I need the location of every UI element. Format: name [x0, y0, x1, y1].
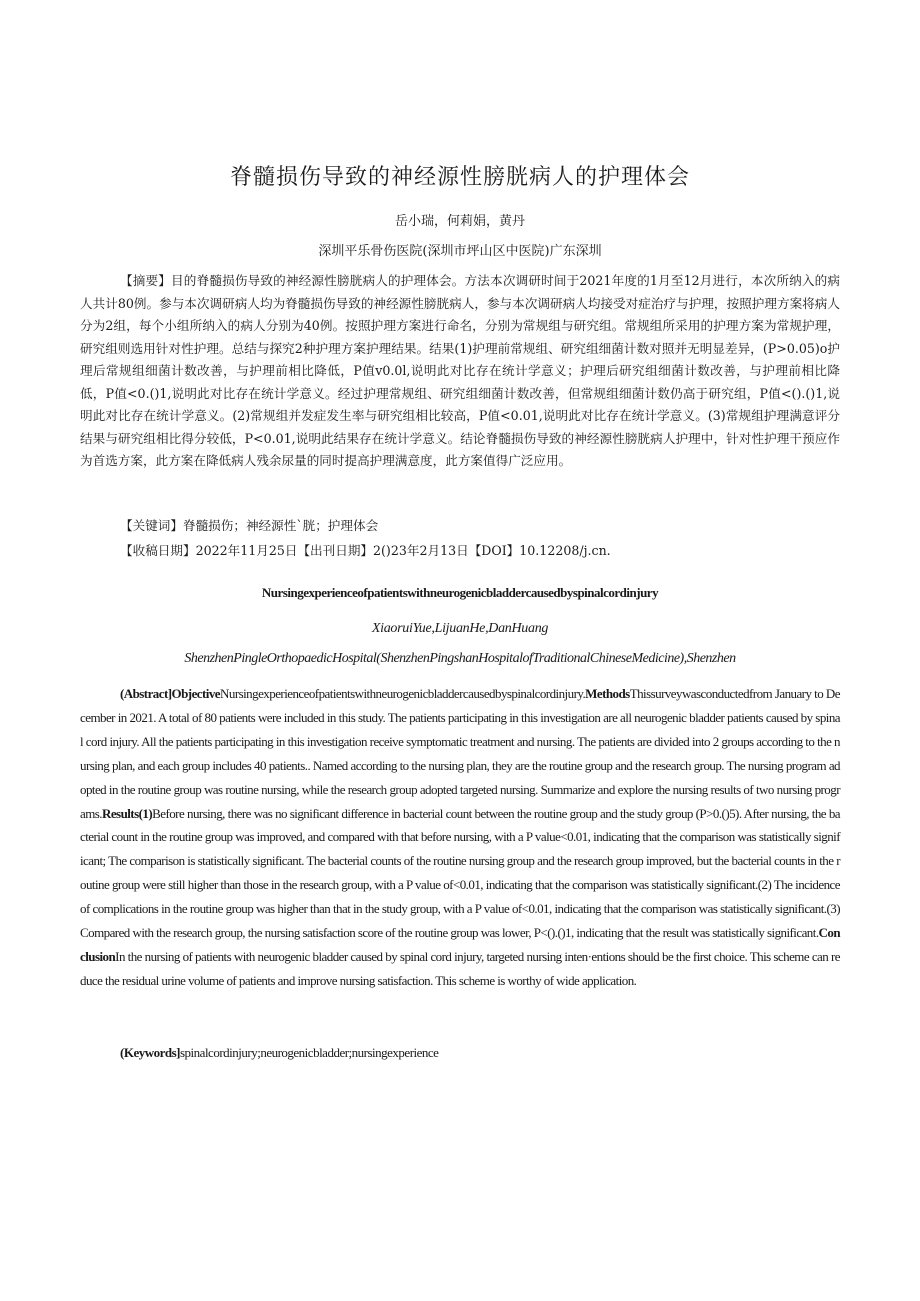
chinese-abstract: 【摘要】目的脊髓损伤导致的神经源性膀胱病人的护理体会。方法本次调研时间于2021年度的1月至12月进行，本次所纳入的病人共计80例。参与本次调研病人均为脊髓损伤导致的神经源性膀胱病人，参与本次调研病人均接受对症治疗与护理，按照护理方案将病人分为2组，每个小组所纳入的病人分别为40例。按照护理方案进行命名，分别为常规组与研究组。常规组所采用的护理方案为常规护理，研究组则选用针对性护理。总结与探究2种护理方案护理结果。结果(1)护理前常规组、研究组细菌计数对照并无明显差异，(P>0.05)o护理后常规组细菌计数改善，与护理前相比降低，P值v0.0l,说明此对比存在统计学意义；护理后研究组细菌计数改善，与护理前相比降低，P值<0.()1,说明此对比存在统计学意义。经过护理常规组、研究组细菌计数改善，但常规组细菌计数仍高于研究组，P值<().()1,说明此对比存在统计学意义。(2)常规组并发症发生率与研究组相比较高，P值<0.01,说明此对比存在统计学意义。(3)常规组护理满意评分结果与研究组相比得分较低，P<0.01,说明此结果存在统计学意义。结论脊髓损伤导致的神经源性膀胱病人护理中，针对性护理干预应作为首选方案，此方案在降低病人残余尿量的同时提高护理满意度，此方案值得广泛应用。	[80, 273, 840, 468]
results-label: Results(1)	[102, 805, 153, 821]
keywords-text: spinalcordinjury;neurogenicbladder;nursingexperience	[180, 1045, 439, 1060]
english-authors: XiaoruiYue,LijuanHe,DanHuang	[371, 621, 549, 636]
conclusion-label: Conclusion	[80, 925, 840, 964]
english-keywords	[120, 1045, 840, 1061]
english-abstract	[80, 682, 840, 993]
methods-text: Thissurveywasconductedfrom January to December in 2021. A total of 80 patients were included in this study. The patients participating in this investigation are all neurogenic bladder patients caused by spinal cord injury. All the patients participating in this investigation receive symptomatic treatment and nursing. The patients are divided into 2 groups according to the nursing plan, and each group includes 40 patients.. Named according to the nursing plan, they are the routine group and the research group. The nursing program adopted in the routine group was routine nursing, while the research group adopted targeted nursing. Summarize and explore the nursing results of two nursing programs.	[80, 686, 840, 821]
methods-label: Methods	[585, 686, 630, 701]
keywords-label: (Keywords]	[120, 1045, 180, 1060]
chinese-dates: 【收稿日期】2022年11月25日【出刊日期】2()23年2月13日【DOI】10.12208/j.cn.	[120, 543, 611, 558]
chinese-keywords: 【关键词】脊髓损伤；神经源性`胱；护理体会	[120, 518, 379, 533]
abstract-label: (Abstract]	[120, 686, 172, 701]
english-affiliation: ShenzhenPingleOrthopaedicHospital(ShenzhenPingshanHospitalofTraditionalChineseMedicine),Shenzhen	[184, 651, 736, 666]
conclusion-text: In the nursing of patients with neurogenic bladder caused by spinal cord injury, targeted nursing inten·entions should be the first choice. This scheme can reduce the residual urine volume of patients and improve nursing satisfaction. This scheme is worthy of wide application.	[80, 948, 840, 988]
results-text: Before nursing, there was no significant difference in bacterial count between the routine group and the study group (P>0.()5). After nursing, the bacterial count in the routine group was improved, and compared with that before nursing, with a P value<0.01, indicating that the comparison was statistically significant; The comparison is statistically significant. The bacterial counts of the routine nursing group and the research group improved, but the bacterial counts in the routine group were still higher than those in the research group, with a P value of<0.01, indicating that the comparison was statistically significant.(2) The incidence of complications in the routine group was higher than that in the study group, with a P value of<0.01, indicating that the comparison was statistically significant.(3) Compared with the research group, the nursing satisfaction score of the routine group was lower, P<().()1, indicating that the result was statistically significant.	[80, 805, 840, 941]
english-title: Nursingexperienceofpatientswithneurogenicbladdercausedbyspinalcordinjury	[261, 585, 659, 600]
paper-title: 脊髓损伤导致的神经源性膀胱病人的护理体会	[229, 165, 690, 190]
affiliation: 深圳平乐骨伤医院(深圳市坪山区中医院)广东深圳	[318, 244, 602, 259]
objective-text: Nursingexperienceofpatientswithneurogenicbladdercausedbyspinalcordinjury.	[220, 686, 586, 701]
objective-label: Objective	[171, 686, 221, 701]
authors: 岳小瑞，何莉娟，黄丹	[394, 214, 525, 229]
